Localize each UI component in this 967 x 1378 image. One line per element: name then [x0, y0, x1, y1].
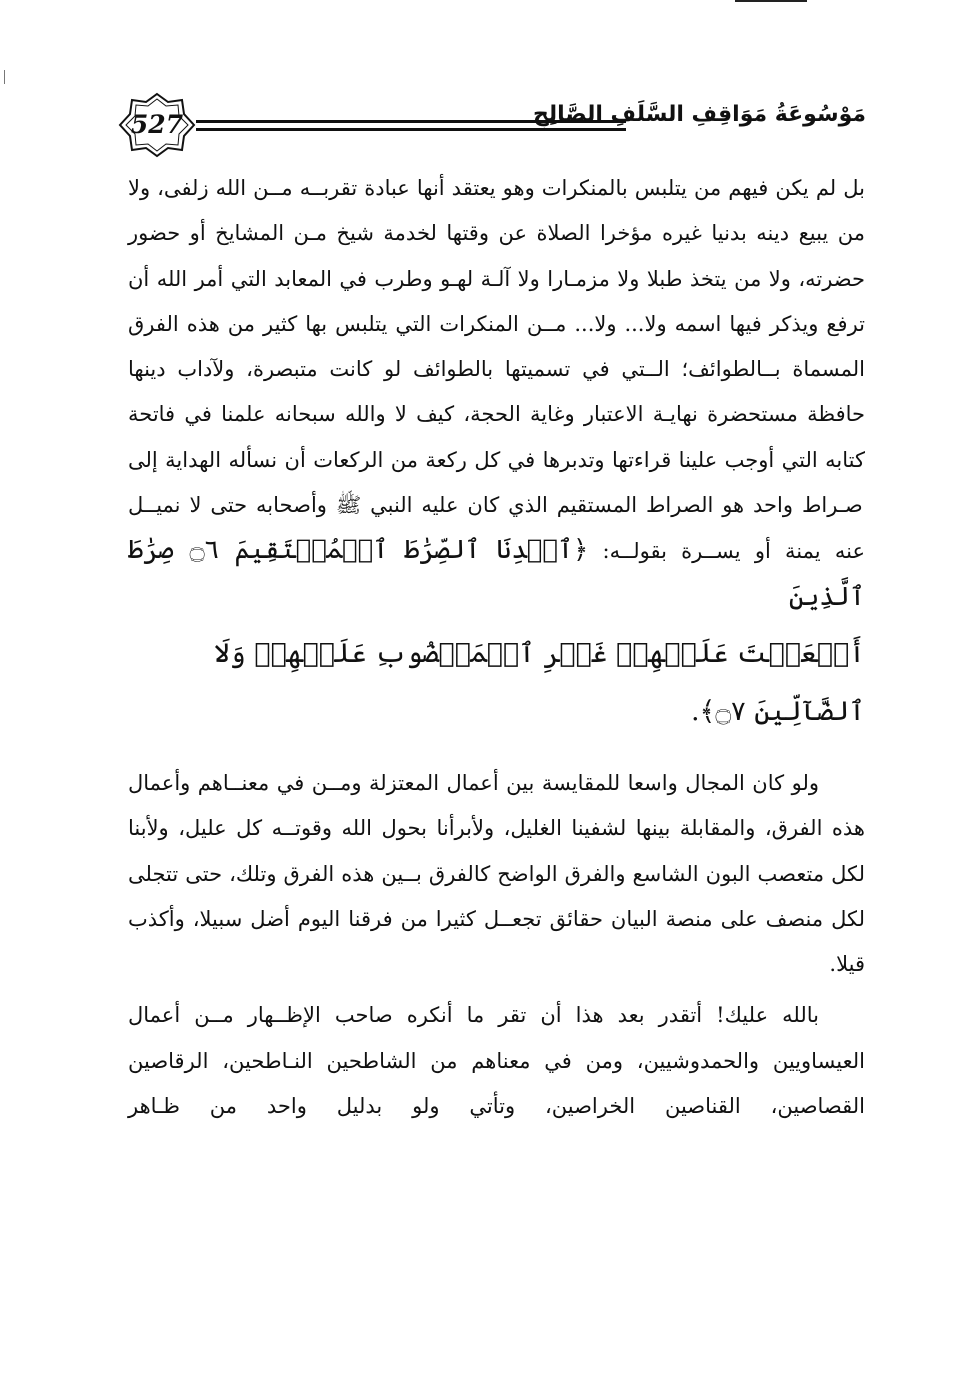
text-line: بل لم يكن فيهم من يتلبس بالمنكرات وهو يعتقد أنها عبادة تقربــه مــن الله: [208, 176, 865, 200]
top-edge-mark: [735, 0, 807, 2]
text-line: كل عليل، ولأبنا لكل متعصب البون الشاسع والفرق الواضح كالفرق بــين: [128, 816, 866, 886]
text-line: زلفى، ولا من يبيع دينه بدنيا غيره مؤخرا الصلاة عن وقتها لخدمة شيخ مـن: [128, 176, 865, 246]
text-line: واحد هو الصراط المستقيم الذي كان عليه النبي ﷺ وأصحابه حتى لا نميــل: [128, 493, 794, 518]
text-line: علينا قراءتها وتدبرها في كل ركعة من الركعات أن نسأله الهداية إلى صـراط: [128, 447, 863, 518]
paragraph-gap: [128, 741, 865, 761]
paragraph-3: [128, 993, 865, 1129]
text-line: تسميتها بالطوائف لو كانت متبصرة، ولآداب دينها حافظة مستحضرة نهايـة: [128, 357, 865, 427]
quran-intro: عنه يمنة أو يســرة بقولــه:: [588, 539, 865, 564]
text-line: بالله عليك! أتقدر بعد هذا أن تقر ما أنكره صاحب الإظــهار مــن: [180, 1003, 819, 1028]
text-line: ولو كان المجال واسعا للمقايسة بين أعمال المعتزلة ومــن في معنــاهم: [190, 770, 819, 795]
text-line: هذه الفرق وتلك، حتى تتجلى لكل منصف على منصة البيان حقائق تجعــل: [128, 861, 865, 931]
text-line: وأعمال هذه الفرق، والمقابلة بينها لشفينا الغليل، ولأبرأنا بحول الله وقوتــه: [128, 770, 866, 841]
quran-verse-part-1: ﴿ٱهۡدِنَا ٱلصِّرَٰطَ ٱلۡمُسۡتَقِيمَ ۝٦ صِرَٰطَ ٱلَّذِينَ: [128, 535, 865, 612]
paragraph-1: [128, 166, 865, 621]
text-line: كثيرا من فرقنا اليوم أضل سبيلا، وأكذب قيلا.: [128, 906, 865, 977]
page-header: [118, 92, 866, 162]
page-number-badge: [118, 92, 196, 158]
header-rule-bottom: [196, 128, 626, 131]
text-line: المنكرات التي يتلبس بها كثير من هذه الفرق المسماة بــالطوائف؛ الــتي في: [128, 311, 866, 382]
quran-verse-part-2: أَنۡعَمۡتَ عَلَيۡهِمۡ غَيۡرِ ٱلۡمَغۡضُوبِ عَلَيۡهِمۡ وَلَا ٱلضَّآلِّينَ ۝٧﴾.: [214, 637, 865, 727]
text-line: المشايخ أو حضور حضرته، ولا من يتخذ طبلا ولا مزمـارا ولا آلـة لهـو: [128, 221, 865, 291]
paragraph-2: [128, 761, 865, 987]
page-body: [128, 166, 865, 1129]
text-line: الرقاصين القصاصين، القناصين الخراصين، وتأتي ولو بدليل واحد من ظـاهر: [128, 1048, 865, 1119]
text-line: أعمال العيساويين والحمدوشيين، ومن في معناهم من الشاطحين النـاطحين،: [128, 1003, 865, 1073]
book-title: مَوْسُوعَةُ مَوَاقِفِ السَّلَفِ الصَّالِحِ: [533, 102, 866, 127]
text-line: وطرب في المعابد التي أمر الله أن ترفع ويذكر فيها اسمه ولا... ولا... مــن: [128, 266, 865, 336]
margin-tick: [4, 70, 5, 84]
text-line: الاعتبار وغاية الحجة، كيف لا والله سبحانه علمنا في فاتحة كتابه التي أوجب: [128, 402, 865, 472]
page-number: 527: [130, 110, 184, 139]
